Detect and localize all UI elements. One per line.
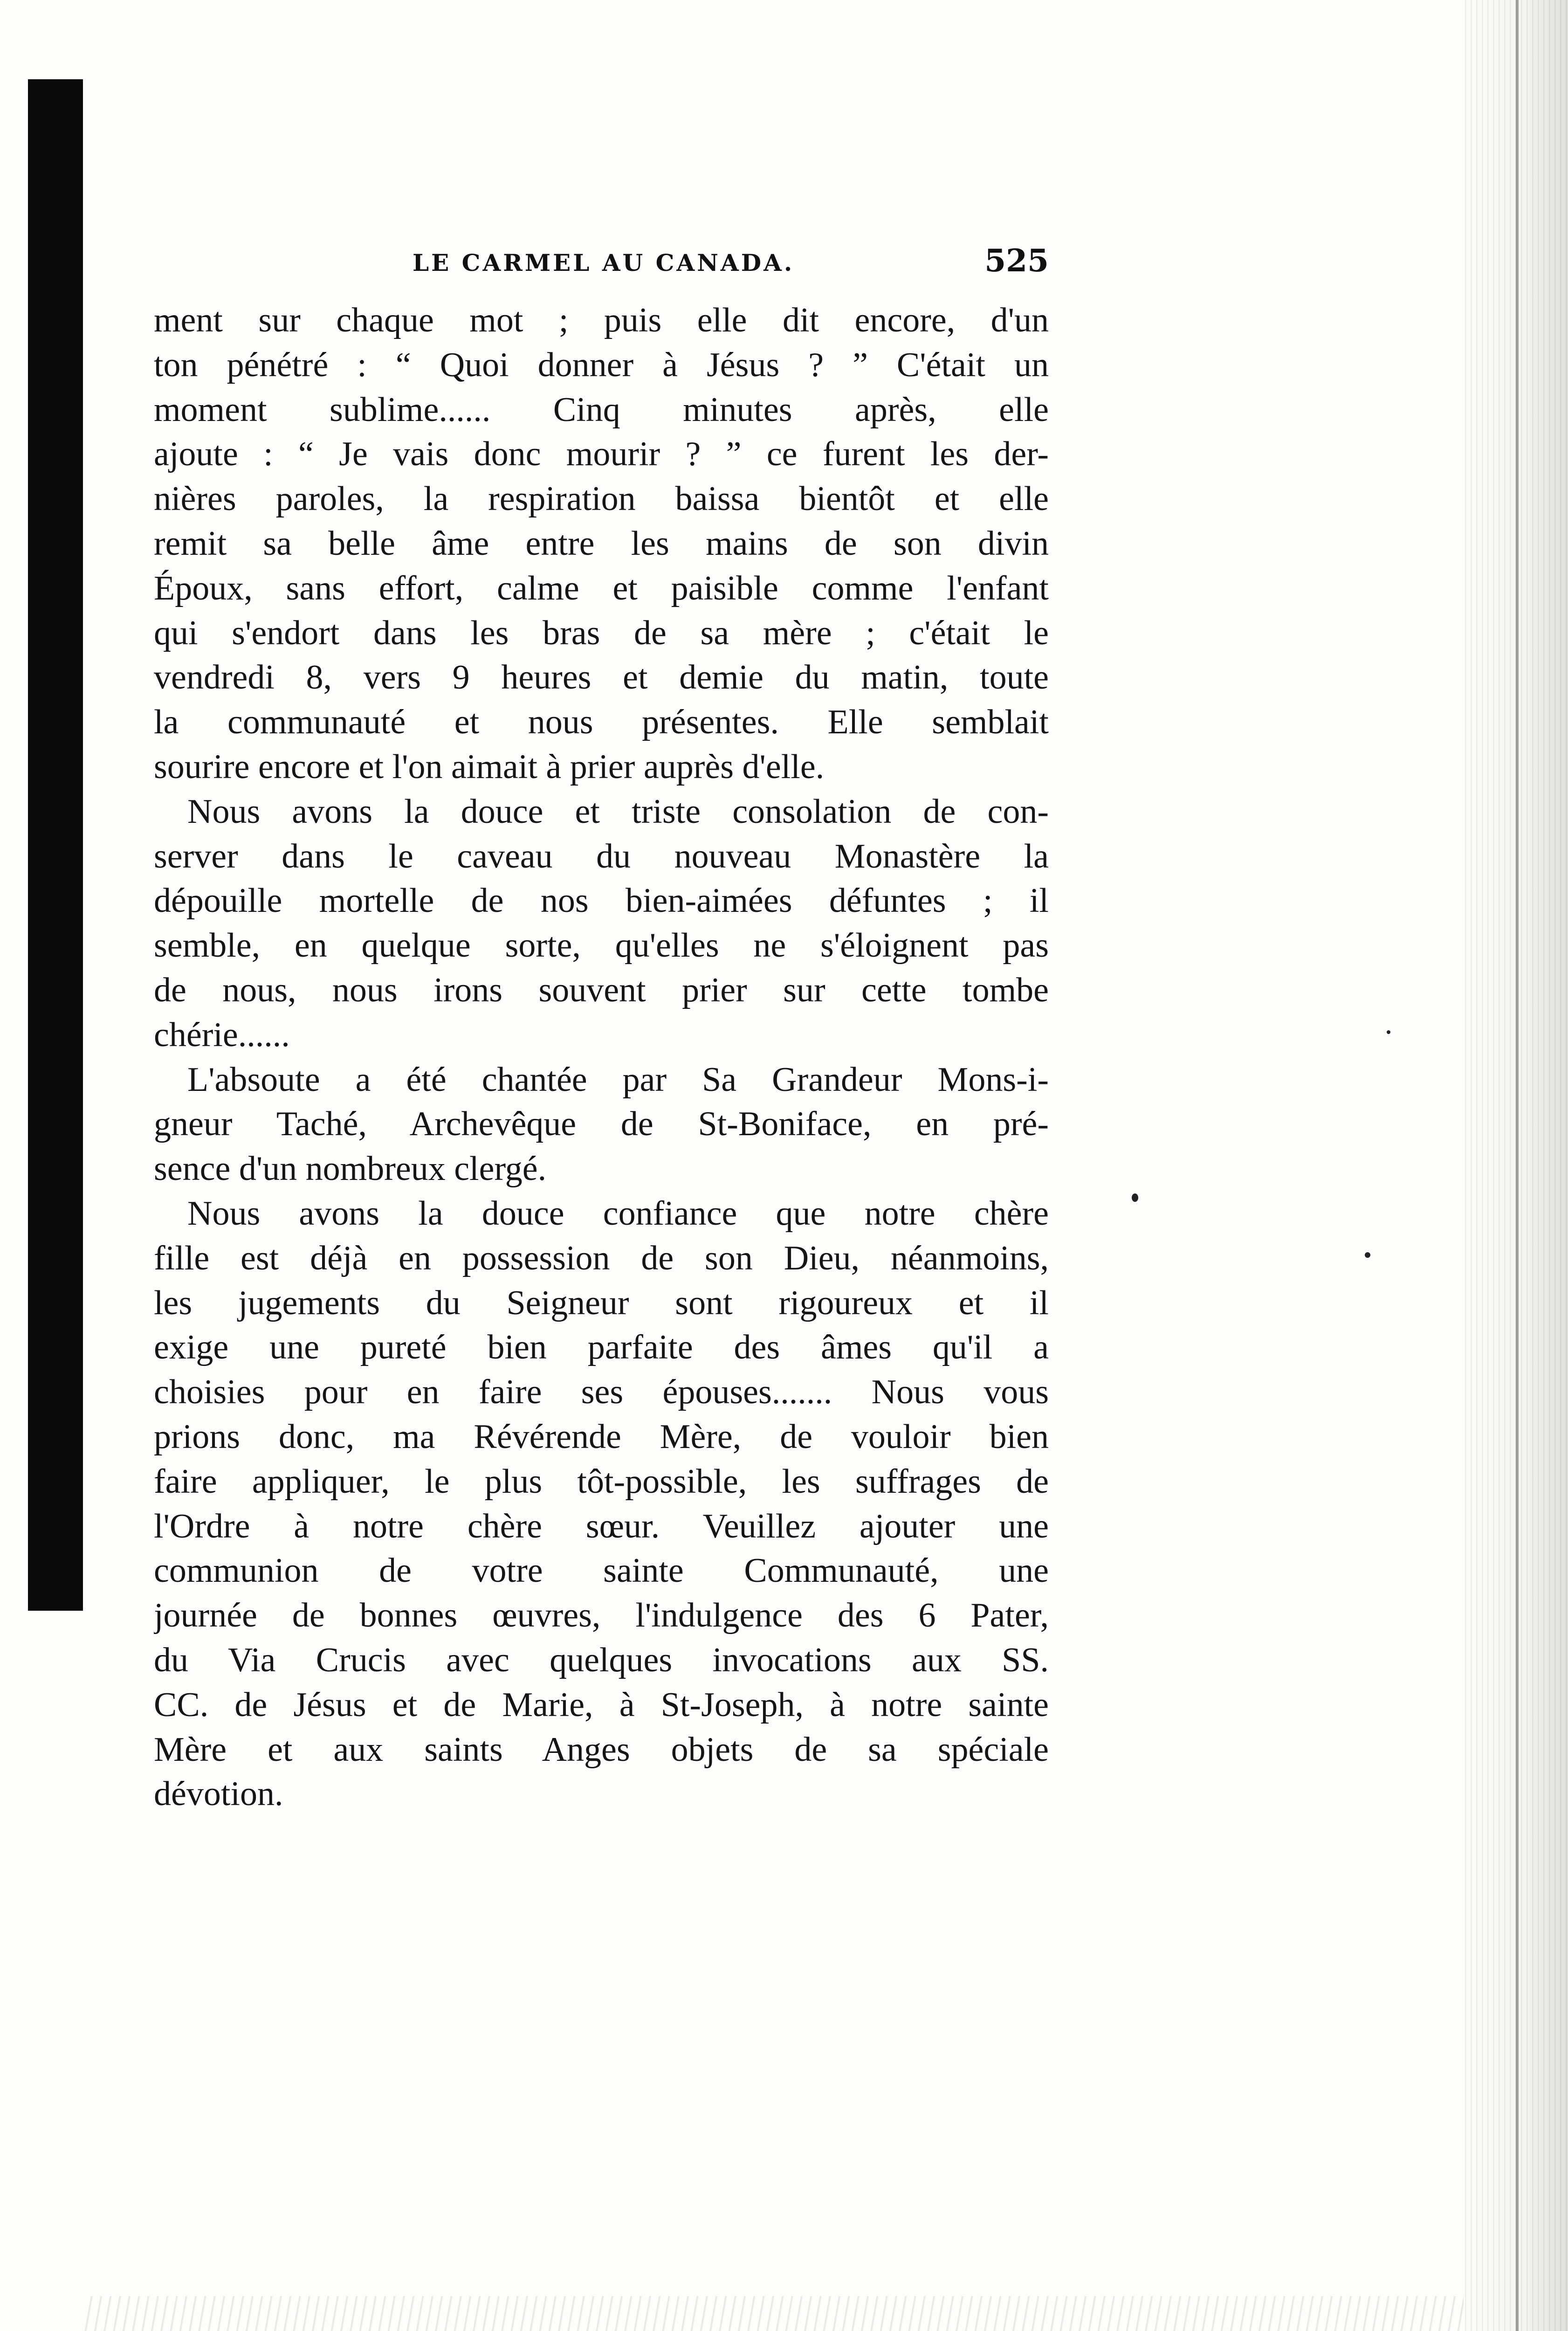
text-line: les jugements du Seigneur sont rigoureux et il [154,1283,1049,1322]
page-number: 525 [984,242,1049,279]
ink-speck [1132,1193,1138,1202]
text-line: du Via Crucis avec quelques invocations aux SS. [154,1641,1049,1679]
text-line: CC. de Jésus et de Marie, à St-Joseph, à notre sainte [154,1685,1049,1724]
text-line: ajoute : “ Je vais donc mourir ? ” ce furent les der- [154,435,1049,474]
page-edge-bottom [84,2296,1464,2331]
text-line: choisies pour en faire ses épouses....... Nous vous [154,1373,1049,1412]
text-line: Nous avons la douce et triste consolation de con- [187,792,1049,831]
body-text [154,298,1049,1817]
text-line: sence d'un nombreux clergé. [154,1150,547,1188]
binding-shadow [28,79,83,1611]
text-line: faire appliquer, le plus tôt-possible, les suffrages de [154,1462,1049,1501]
text-line: sourire encore et l'on aimait à prier auprès d'elle. [154,747,825,786]
text-line: la communauté et nous présentes. Elle semblait [154,703,1049,742]
running-head: LE CARMEL AU CANADA. [413,249,795,276]
text-line: L'absoute a été chantée par Sa Grandeur Mons-i- [187,1060,1049,1099]
text-line: nières paroles, la respiration baissa bientôt et elle [154,480,1049,518]
text-line: l'Ordre à notre chère sœur. Veuillez ajouter une [154,1507,1049,1545]
text-line: journée de bonnes œuvres, l'indulgence des 6 Pater, [154,1596,1049,1635]
page-header [154,242,1049,280]
ink-speck [1387,1030,1390,1034]
text-line: vendredi 8, vers 9 heures et demie du matin, toute [154,658,1049,697]
text-line: Époux, sans effort, calme et paisible comme l'enfant [154,569,1049,607]
page-edge-right [1461,0,1568,2331]
text-line: de nous, nous irons souvent prier sur cette tombe [154,971,1049,1009]
text-line: Nous avons la douce confiance que notre chère [187,1194,1049,1233]
text-line: fille est déjà en possession de son Dieu, néanmoins, [154,1239,1049,1277]
text-line: ton pénétré : “ Quoi donner à Jésus ? ” C'était un [154,345,1049,384]
text-line: ment sur chaque mot ; puis elle dit encore, d'un [154,301,1049,339]
text-line: exige une pureté bien parfaite des âmes qu'il a [154,1328,1049,1367]
text-line: prions donc, ma Révérende Mère, de vouloir bien [154,1417,1049,1456]
text-line: gneur Taché, Archevêque de St-Boniface, en pré- [154,1105,1049,1144]
text-line: remit sa belle âme entre les mains de son divin [154,524,1049,563]
ink-speck [1365,1252,1370,1258]
text-line: semble, en quelque sorte, qu'elles ne s'éloignent pas [154,926,1049,965]
text-line: server dans le caveau du nouveau Monastère la [154,837,1049,876]
text-line: dépouille mortelle de nos bien-aimées défuntes ; il [154,882,1049,920]
text-line: dévotion. [154,1775,283,1814]
text-line: moment sublime...... Cinq minutes après, elle [154,390,1049,429]
text-line: qui s'endort dans les bras de sa mère ; c'était le [154,614,1049,652]
text-line: chérie...... [154,1015,290,1054]
page-fold-line [1516,0,1519,2331]
text-line: communion de votre sainte Communauté, une [154,1552,1049,1590]
text-line: Mère et aux saints Anges objets de sa spéciale [154,1730,1049,1769]
